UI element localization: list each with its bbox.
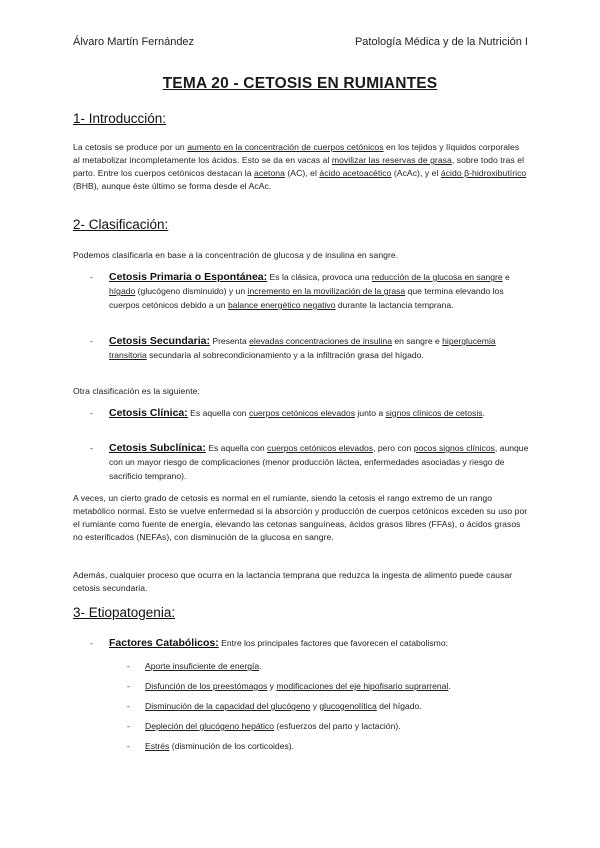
term-label: Cetosis Primaria o Espontánea:: [109, 271, 268, 283]
list-item-factores-catabolicos: [90, 636, 530, 650]
text-run: .: [482, 408, 485, 418]
text-run: Disminución de la capacidad del glucógeno: [145, 701, 311, 711]
bullet-dash: -: [90, 638, 93, 648]
text-run: que termina elevando los cuerpos cetónicos debido a un: [109, 286, 504, 310]
bullet-dash: -: [90, 336, 93, 346]
text-run: reducción de la glucosa en sangre: [371, 272, 503, 282]
text-run: (glucógeno disminuido) y un: [135, 286, 248, 296]
bullet-dash: -: [90, 272, 93, 282]
text-run: Es la clásica, provoca una: [267, 272, 372, 282]
list-item-cetosis-secundaria: [90, 334, 530, 362]
sub-list-item: [127, 700, 537, 713]
author-name: Álvaro Martín Fernández: [73, 36, 195, 48]
aveces-paragraph: A veces, un cierto grado de cetosis es normal en el rumiante, siendo la cetosis el rango extremo de un rango metabólico normal. Esto se vuelve enfermedad si la absorción y producción de cuerpos cetónicos exceden su uso por el rumiante como fuente de energía, elevando las cetonas sanguíneas, ácidos grasos libres (FFAs), o ácidos grasos no esterificados (NEFAs), con disminución de la glucosa en sangre.: [73, 493, 528, 542]
text-run: , aunque con un mayor riesgo de complicaciones (menor producción láctea, enfermedades asociadas y riesgo de sacrificio temprano).: [109, 443, 529, 481]
text-run: Estrés: [145, 741, 170, 751]
term-label: Cetosis Subclínica:: [109, 442, 206, 454]
otra-clasificacion-text: Otra clasificación es la siguiente:: [73, 386, 200, 396]
section-heading-etiopatogenia: 3- Etiopatogenia:: [73, 605, 176, 620]
sub-item-text: [145, 660, 537, 673]
list-item-text: [109, 270, 530, 312]
text-run: (AcAc), y el: [391, 168, 441, 178]
text-run: pocos signos clínicos: [413, 443, 495, 453]
list-item-cetosis-primaria: [90, 270, 530, 312]
text-run: hígado: [109, 286, 136, 296]
bullet-dash: -: [90, 443, 93, 453]
text-run: hiperglucemia transitoria: [109, 336, 496, 360]
text-run: ácido acetoacético: [319, 168, 392, 178]
list-item-text: [109, 636, 530, 650]
text-run: balance energético negativo: [227, 300, 336, 310]
text-run: durante la lactancia temprana.: [335, 300, 454, 310]
text-run: Disfunción de los preestómagos: [145, 681, 268, 691]
text-run: en los tejidos y líquidos corporales al metabolizar incompletamente los ácidos. Esto se da en vacas al: [73, 142, 520, 165]
section-heading-introduccion: 1- Introducción:: [73, 111, 167, 126]
list-item-cetosis-subclinica: [90, 441, 530, 483]
bullet-dash: -: [127, 701, 130, 711]
text-run: Presenta: [209, 336, 250, 346]
text-run: e: [502, 272, 510, 282]
text-run: en sangre e: [391, 336, 443, 346]
text-run: .: [259, 661, 262, 671]
sub-list-item: [127, 720, 537, 733]
list-item-text: [109, 441, 530, 483]
clasificacion-intro: Podemos clasificarla en base a la concentración de glucosa y de insulina en sangre.: [73, 250, 399, 260]
sub-list-item: [127, 680, 537, 693]
text-run: y: [267, 681, 277, 691]
text-run: Entre los principales factores que favorecen el catabolismo:: [218, 638, 448, 648]
text-run: La cetosis se produce por un: [73, 142, 188, 152]
text-run: cuerpos cetónicos elevados: [267, 443, 374, 453]
bullet-dash: -: [127, 721, 130, 731]
text-run: , sobre todo tras el parto. Entre los cuerpos cetónicos destacan la: [73, 155, 525, 178]
sub-item-text: [145, 720, 537, 733]
text-run: (AC), el: [284, 168, 320, 178]
text-run: Es aquella con: [205, 443, 268, 453]
course-name: Patología Médica y de la Nutrición I: [354, 36, 528, 48]
text-run: y: [310, 701, 320, 711]
sub-item-text: [145, 740, 537, 753]
list-item-text: [109, 334, 530, 362]
sub-item-text: [145, 700, 537, 713]
text-run: modificaciones del eje hipofisario suprarrenal: [276, 681, 449, 691]
bullet-dash: -: [90, 408, 93, 418]
sub-list-item: [127, 660, 537, 673]
text-run: acetona: [254, 168, 285, 178]
text-run: incremento en la movilización de la grasa: [247, 286, 406, 296]
text-run: Depleción del glucógeno hepático: [145, 721, 275, 731]
sub-item-text: [145, 680, 537, 693]
bullet-dash: -: [127, 741, 130, 751]
section-heading-clasificacion: 2- Clasificación:: [73, 217, 169, 232]
document-title: TEMA 20 - CETOSIS EN RUMIANTES: [162, 75, 438, 92]
text-run: elevadas concentraciones de insulina: [249, 336, 392, 346]
text-run: , pero con: [373, 443, 414, 453]
text-run: signos clínicos de cetosis: [385, 408, 483, 418]
sub-list-item: [127, 740, 537, 753]
bullet-dash: -: [127, 661, 130, 671]
list-item-text: [109, 406, 530, 420]
text-run: del hígado.: [376, 701, 422, 711]
text-run: glucogenolítica: [319, 701, 377, 711]
text-run: Aporte insuficiente de energía: [145, 661, 260, 671]
text-run: Es aquella con: [187, 408, 249, 418]
text-run: junto a: [355, 408, 386, 418]
text-run: secundaria al sobrecondicionamiento y a la infiltración grasa del hígado.: [146, 350, 424, 360]
text-run: .: [448, 681, 451, 691]
intro-paragraph: [73, 141, 528, 193]
text-run: cuerpos cetónicos elevados: [248, 408, 355, 418]
term-label: Cetosis Clínica:: [109, 407, 188, 419]
text-run: aumento en la concentración de cuerpos cetónicos: [187, 142, 384, 152]
text-run: ácido β-hidroxibutírico: [440, 168, 527, 178]
text-run: movilizar las reservas de grasa: [331, 155, 452, 165]
bullet-dash: -: [127, 681, 130, 691]
text-run: (disminución de los corticoides).: [169, 741, 295, 751]
term-label: Cetosis Secundaria:: [109, 335, 210, 347]
term-label: Factores Catabólicos:: [109, 637, 219, 649]
ademas-paragraph: Además, cualquier proceso que ocurra en la lactancia temprana que reduzca la ingesta de alimento puede causar cetosis secundaria.: [73, 570, 513, 593]
list-item-cetosis-clinica: [90, 406, 530, 420]
text-run: (BHB), aunque éste último se forma desde el AcAc.: [73, 181, 272, 191]
text-run: (esfuerzos del parto y lactación).: [274, 721, 401, 731]
